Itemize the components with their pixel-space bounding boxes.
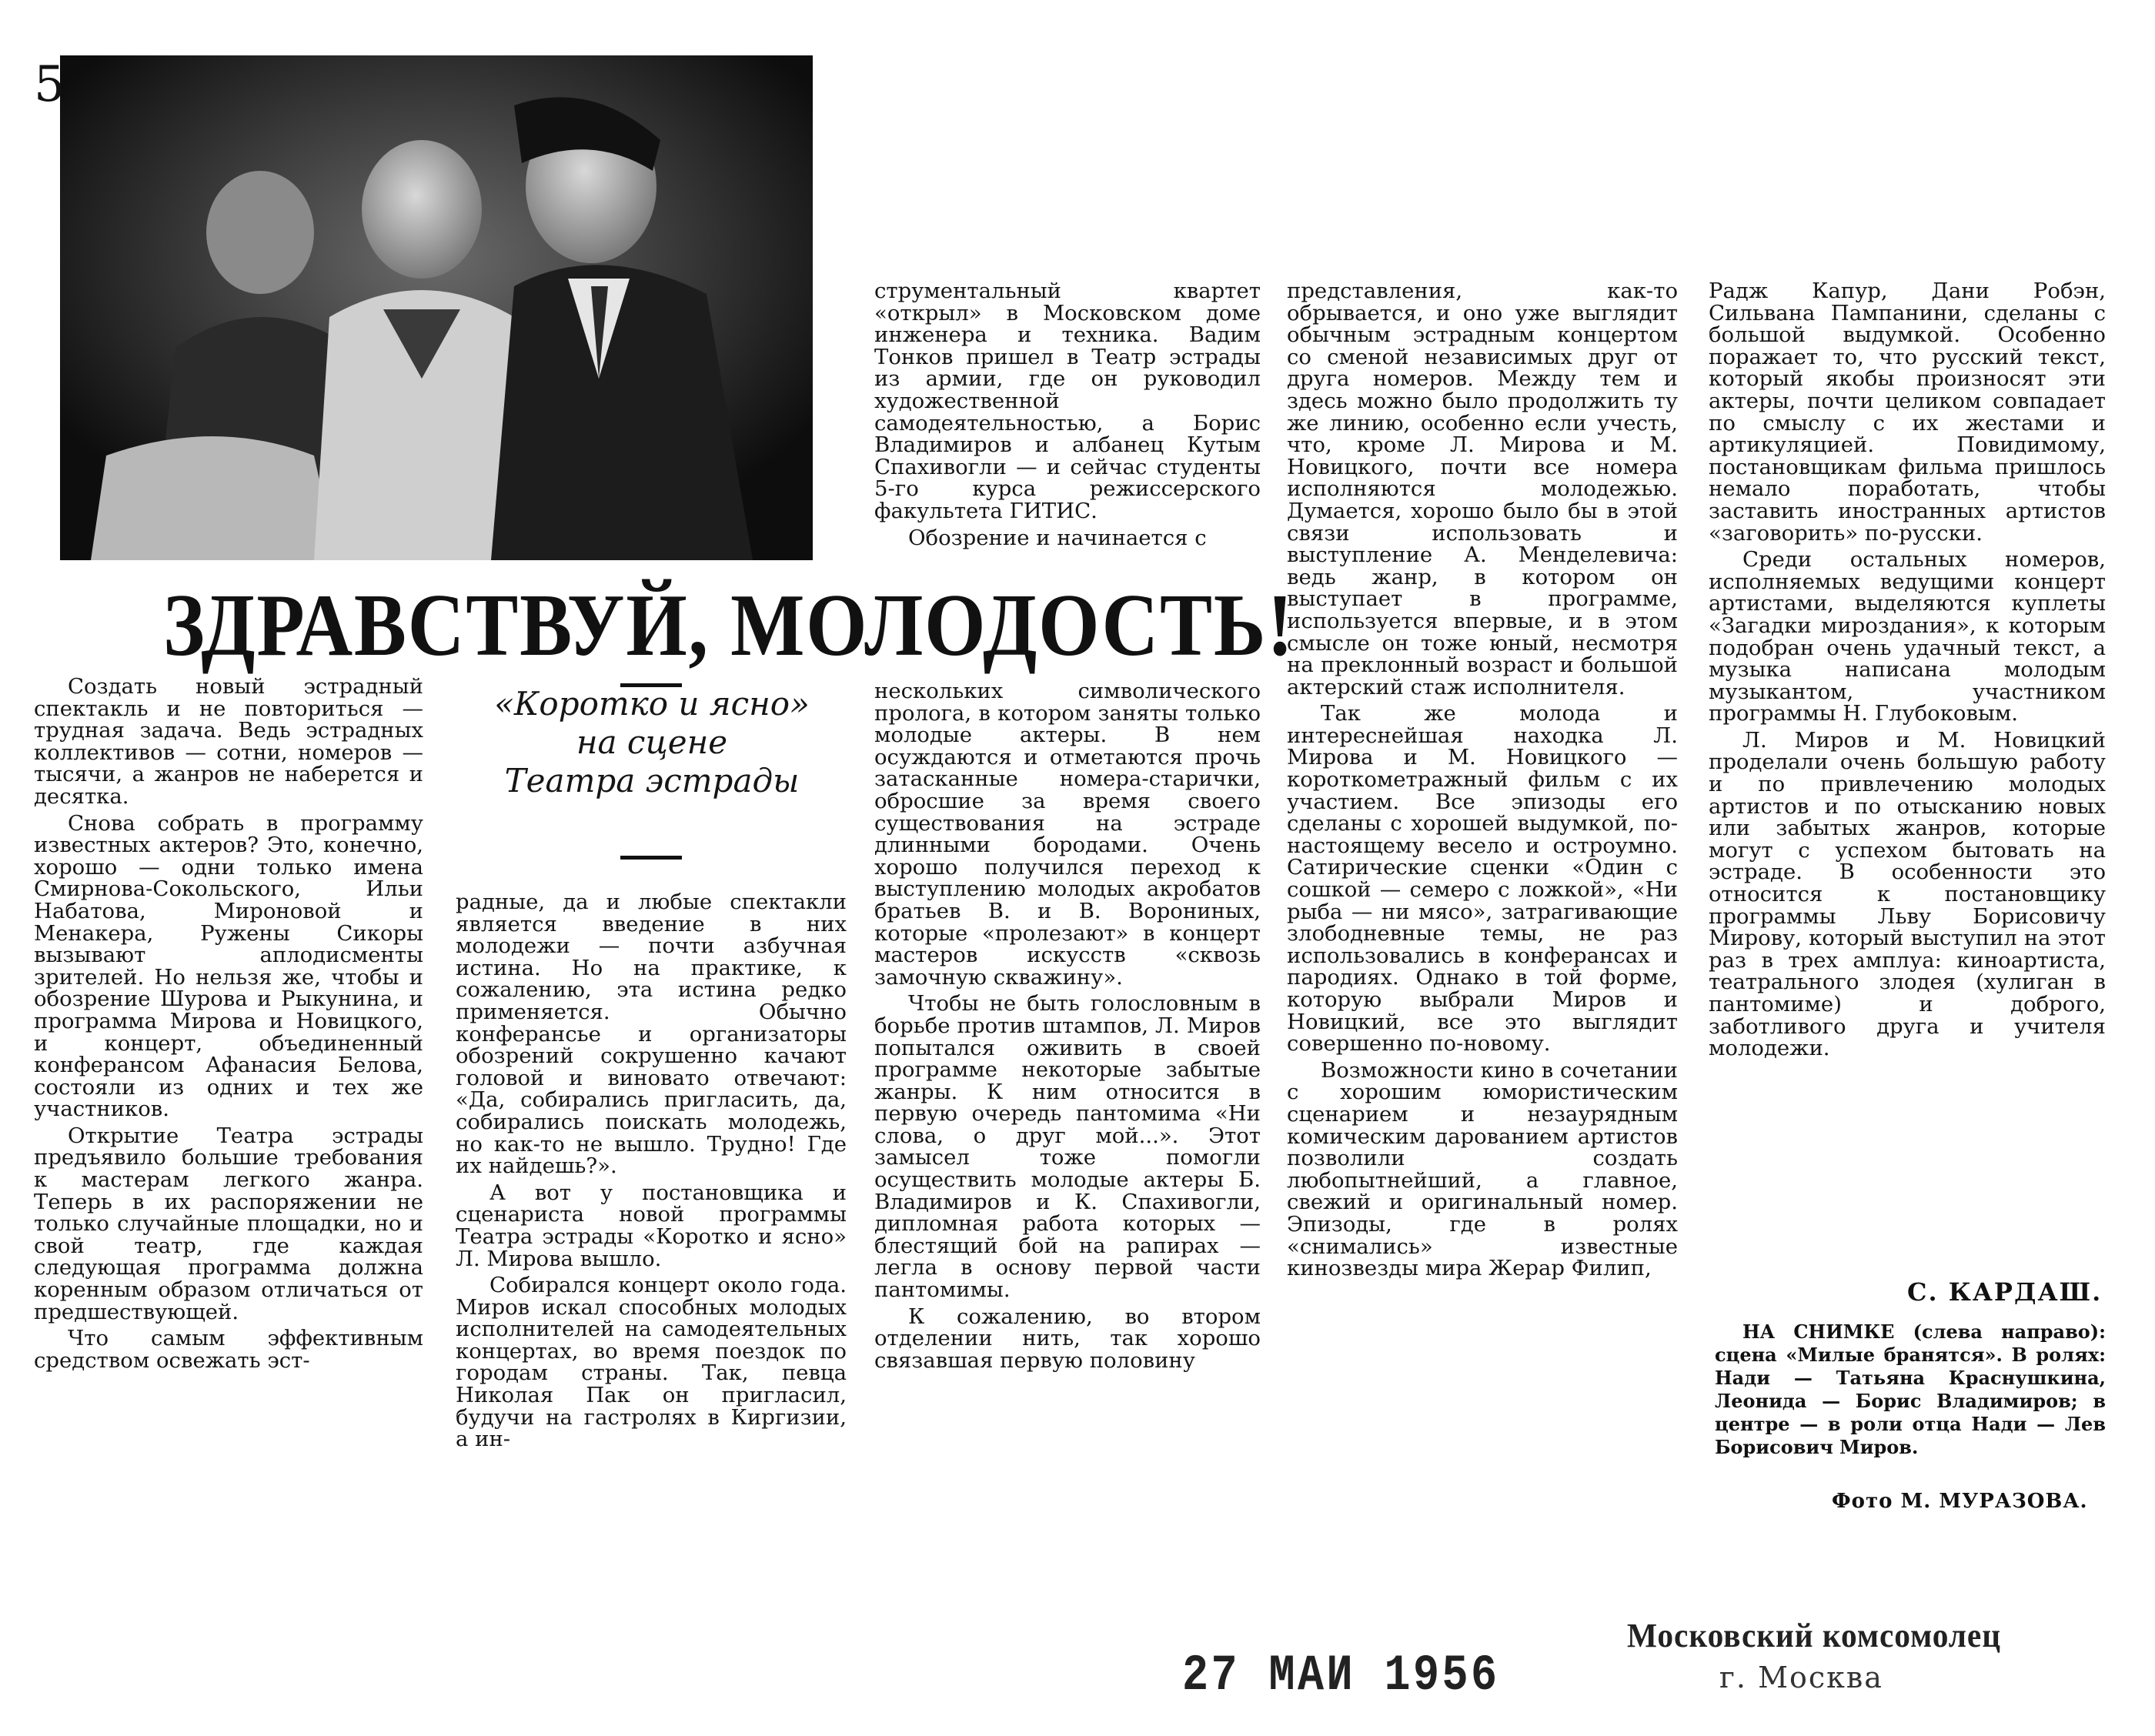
article-headline: ЗДРАВСТВУЙ, МОЛОДОСТЬ! [163,576,1295,675]
article-subhead [471,685,833,800]
paragraph: Собирался концерт около года. Миров искал способных молодых исполнителей на самодеятельных концертах, во время поездок по городам страны. Так, певца Николая Пак он пригласил, будучи на гастролях в Киргизии, а ин- [456,1273,847,1452]
newspaper-city-stamp: г. Москва [1719,1661,1883,1694]
subhead-rule-bottom [620,856,682,860]
photo-caption [1715,1320,2106,1459]
paragraph: струментальный квартет «открыл» в Московском доме инженера и техника. Вадим Тонков пришел в Театр эстрады из армии, где он руководил художественной самодеятельностью, а Борис Владимиров и албанец Кутым Спахивогли — и сейчас студенты 5-го курса режиссерского факультета ГИТИС. [874,279,1261,523]
paragraph: Радж Капур, Дани Робэн, Сильвана Пампанини, сделаны с большой выдумкой. Особенно поражает то, что русский текст, который якобы произносят эти актеры, почти целиком совпадает по смыслу с их жестами и артикуляцией. Повидимому, постановщикам фильма пришлось немало поработать, чтобы заставить иностранных артистов «заговорить» по-русски. [1709,279,2106,546]
paragraph: Так же молода и интереснейшая находка Л. Мирова и М. Новицкого — короткометражный фильм с их участием. Все эпизоды его сделаны с хорошей выдумкой, по-настоящему весело и остроумно. Сатирические сценки «Один с сошкой — семеро с ложкой», «Ни рыба — ни мясо», затрагивающие злободневные темы, не раз использовались в конферансах и пародиях. Однако в той форме, которую выбрали Миров и Новицкий, все это выглядит совершенно по-новому. [1287,701,1678,1057]
news-photo-image [60,55,813,560]
paragraph: Возможности кино в сочетании с хорошим юмористическим сценарием и незаурядным комическим дарованием артистов позволили создать любопытнейший, а главное, свежий и оригинальный номер. Эпизоды, где в ролях «снимались» известные кинозвезды мира Жерар Филип, [1287,1057,1678,1281]
article-column-1 [34,676,423,1371]
paragraph: Среди остальных номеров, исполняемых ведущими концерт артистами, выделяются куплеты «Загадки мироздания», к которым подобран очень удачный текст, а музыка написана молодым музыкантом, участником программы Н. Глубоковым. [1709,547,2106,726]
date-stamp: 27 МАИ 1956 [1182,1647,1500,1704]
news-photo [60,55,813,560]
article-column-3-bottom [874,680,1261,1371]
subhead-line-3: Театра эстрады [504,762,800,800]
photo-credit: Фото М. МУРАЗОВА. [1832,1490,2088,1513]
paragraph: А вот у постановщика и сценариста новой программы Театра эстрады «Коротко и ясно» Л. Мирова вышло. [456,1180,847,1271]
paragraph: Что самым эффективным средством освежать эст- [34,1326,423,1373]
paragraph: Снова собрать в программу известных актеров? Это, конечно, хорошо — одни только имена Смирнова-Сокольского, Ильи Набатова, Мироновой и Менакера, Ружены Сикоры вызывают аплодисменты зрителей. Но нельзя же, чтобы и обозрение Шурова и Рыкунина, и программа Мирова и Новицкого, и концерт, объединенный конферансом Афанасия Белова, состояли из одних и тех же участников. [34,810,423,1122]
paragraph: Создать новый эстрадный спектакль и не повториться — трудная задача. Ведь эстрадных коллективов — сотни, номеров — тысячи, а жанров не наберется и десятка. [34,674,423,809]
paragraph: Чтобы не быть голословным в борьбе против штампов, Л. Миров попытался оживить в своей программе некоторые забытые жанры. К ним относится в первую очередь пантомима «Ни слова, о друг мой...». Этот замысел тоже помогли осуществить молодые актеры Б. Владимиров и К. Спахивогли, дипломная работа которых — блестящий бой на рапирах — легла в основу первой части пантомимы. [874,991,1261,1303]
paragraph: Л. Миров и М. Новицкий проделали очень большую работу и по привлечению молодых артистов и по отысканию новых или забытых жанров, которые могут с успехом бытовать на эстраде. В особенности это относится к постановщику программы Льву Борисовичу Мирову, который выступил на этот раз в трех амплуа: киноартиста, театрального злодея (хулиган в пантомиме) и доброго, заботливого друга и учителя молодежи. [1709,727,2106,1061]
author-signature: С. КАРДАШ. [1907,1277,2103,1307]
newspaper-name-stamp: Московский комсомолец [1627,1617,2001,1654]
article-column-2 [456,891,847,1451]
article-column-5 [1709,280,2106,1060]
paragraph: нескольких символического пролога, в котором заняты только молодые актеры. В нем осуждаются и отметаются прочь затасканные номера-старички, обросшие за время своего существования на эстраде длинными бородами. Очень хорошо получился переход к выступлению молодых акробатов братьев В. и В. Ворониных, которые «пролезают» в концерт мастеров искусств «сквозь замочную скважину». [874,679,1261,990]
article-column-3-top [874,280,1261,549]
article-column-4 [1287,280,1678,1280]
subhead-line-2: на сцене [576,723,728,761]
paragraph: К сожалению, во втором отделении нить, так хорошо связавшая первую половину [874,1304,1261,1373]
subhead-line-1: «Коротко и ясно» [494,685,810,723]
paragraph: радные, да и любые спектакли является введение в них молодежи — почти азбучная истина. Но на практике, к сожалению, эта истина редко применяется. Обычно конферансье и организаторы обозрений сокрушенно качают головой и виновато отвечают: «Да, собирались пригласить, да, собирались поискать молодежь, но как-то не вышло. Трудно! Где их найдешь?». [456,890,847,1179]
paragraph: Открытие Театра эстрады предъявило большие требования к мастерам легкого жанра. Теперь в их распоряжении не только случайные площадки, но и свой театр, где каждая следующая программа должна коренным образом отличаться от предшествующей. [34,1123,423,1324]
paragraph: Обозрение и начинается с [908,525,1207,550]
page-number-mark: 5 [34,56,65,113]
paragraph: представления, как-то обрывается, и оно уже выглядит обычным эстрадным концертом со сменой независимых друг от друга номеров. Между тем и здесь можно было продолжить ту же линию, особенно если учесть, что, кроме Л. Мирова и М. Новицкого, почти все номера исполняются молодежью. Думается, хорошо было бы в этой связи использовать и выступление А. Менделевича: ведь жанр, в котором он выступает в программе, используется впервые, и в этом смысле он тоже юный, несмотря на преклонный возраст и большой актерский стаж исполнителя. [1287,279,1678,699]
photo-caption-text: НА СНИМКЕ (слева направо): сцена «Милые бранятся». В ролях: Нади — Татьяна Краснушкина, Леонида — Борис Владимиров; в центре — в роли отца Нади — Лев Борисович Миров. [1715,1320,2106,1458]
